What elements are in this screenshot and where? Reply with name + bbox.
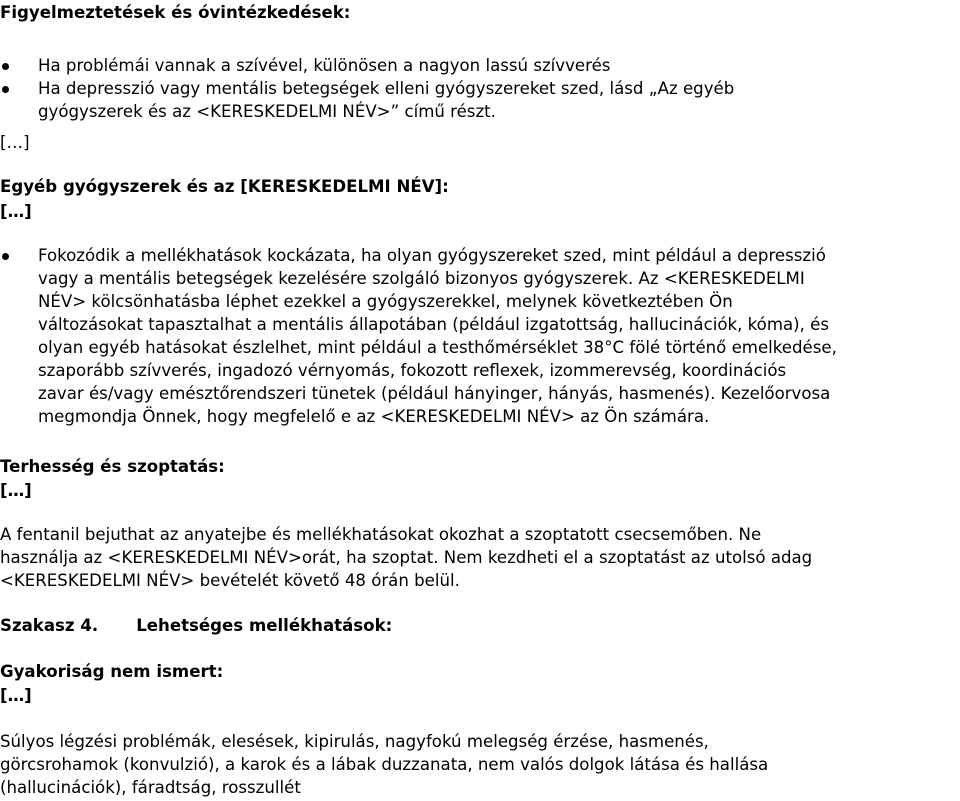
bullet-icon <box>2 253 9 260</box>
heading-other-medicines: Egyéb gyógyszerek és az [KERESKEDELMI NÉV]: <box>0 177 449 196</box>
other-medicines-list <box>0 244 958 428</box>
list-item-continuation <box>0 336 958 359</box>
list-item-continuation <box>0 267 958 290</box>
list-item-text: gyógyszerek és az <KERESKEDELMI NÉV>” című részt. <box>38 102 496 121</box>
list-item-text: NÉV> kölcsönhatásba léphet ezekkel a gyógyszerekkel, melynek következtében Ön <box>38 292 733 311</box>
list-item-text: olyan egyéb hatásokat észlelhet, mint például a testhőmérséklet 38°C fölé történő emelkedése, <box>38 338 837 357</box>
list-item <box>0 54 958 77</box>
list-item-text: változásokat tapasztalhat a mentális állapotában (például izgatottság, hallucinációk, kóma), és <box>38 315 830 334</box>
ellipsis-marker: […] <box>0 481 32 500</box>
list-item-continuation <box>0 313 958 336</box>
list-item-text: Ha depresszió vagy mentális betegségek elleni gyógyszereket szed, lásd „Az egyéb <box>38 79 735 98</box>
warnings-list <box>0 54 958 123</box>
list-item-text: Ha problémái vannak a szívével, különösen a nagyon lassú szívverés <box>38 56 611 75</box>
list-item-text: szaporább szívverés, ingadozó vérnyomás, fokozott reflexek, izommerevség, koordinációs <box>38 361 787 380</box>
list-item-text: zavar és/vagy emésztőrendszeri tünetek (például hányinger, hányás, hasmenés). Kezelőorvosa <box>38 384 831 403</box>
heading-warnings: Figyelmeztetések és óvintézkedések: <box>0 3 351 22</box>
pregnancy-paragraph-line: <KERESKEDELMI NÉV> bevételét követő 48 órán belül. <box>0 571 460 590</box>
list-item <box>0 244 958 267</box>
list-item <box>0 77 958 100</box>
section-title: Lehetséges mellékhatások: <box>136 616 393 635</box>
list-item-continuation <box>0 405 958 428</box>
list-item-text: megmondja Önnek, hogy megfelelő e az <KERESKEDELMI NÉV> az Ön számára. <box>38 407 710 426</box>
list-item-continuation <box>0 359 958 382</box>
heading-frequency: Gyakoriság nem ismert: <box>0 662 224 681</box>
list-item-continuation <box>0 290 958 313</box>
pregnancy-paragraph-line: A fentanil bejuthat az anyatejbe és mellékhatásokat okozhat a szoptatott csecsemőben. Ne <box>0 525 762 544</box>
list-item-continuation <box>0 382 958 405</box>
side-effects-line: (hallucinációk), fáradtság, rosszullét <box>0 778 301 797</box>
side-effects-line: Súlyos légzési problémák, elesések, kipirulás, nagyfokú melegség érzése, hasmenés, <box>0 732 709 751</box>
ellipsis-marker: […] <box>0 202 32 221</box>
list-item-text: vagy a mentális betegségek kezelésére szolgáló bizonyos gyógyszerek. Az <KERESKEDELMI <box>38 269 805 288</box>
section-number: Szakasz 4. <box>0 616 99 635</box>
heading-pregnancy: Terhesség és szoptatás: <box>0 457 225 476</box>
side-effects-line: görcsrohamok (konvulzió), a karok és a lábak duzzanata, nem valós dolgok látása és hallása <box>0 755 769 774</box>
section-heading <box>0 614 392 637</box>
ellipsis-marker: […] <box>0 686 32 705</box>
ellipsis-marker: […] <box>0 133 30 152</box>
pregnancy-paragraph-line: használja az <KERESKEDELMI NÉV>orát, ha szoptat. Nem kezdheti el a szoptatást az utolsó adag <box>0 548 813 567</box>
list-item-text: Fokozódik a mellékhatások kockázata, ha olyan gyógyszereket szed, mint például a depresszió <box>38 246 826 265</box>
bullet-icon <box>2 86 9 93</box>
bullet-icon <box>2 63 9 70</box>
list-item-continuation <box>0 100 958 123</box>
